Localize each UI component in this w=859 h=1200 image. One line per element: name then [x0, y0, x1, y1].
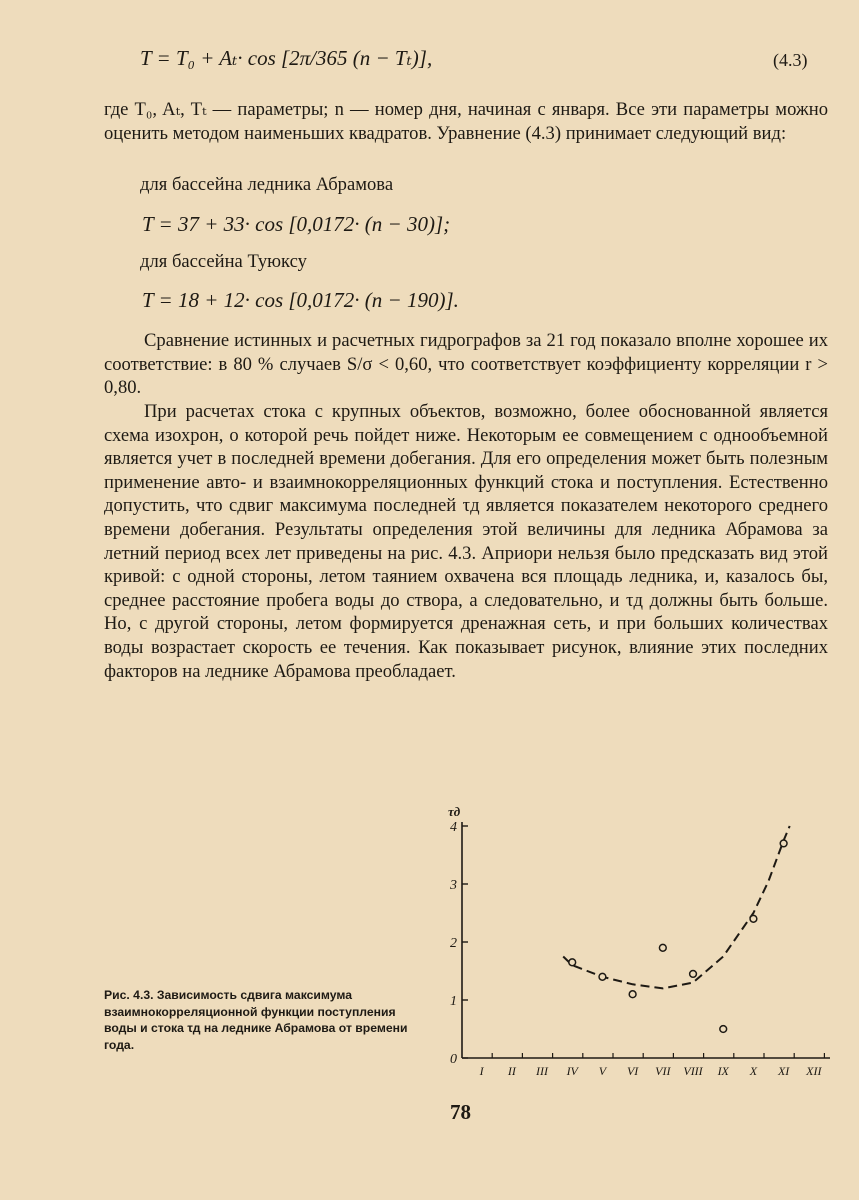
x-tick-label: V	[598, 1064, 607, 1078]
equation-tuyuksu: T = 18 + 12· cos [0,0172· (n − 190)].	[142, 288, 459, 312]
paragraph-isochrone	[104, 400, 828, 683]
data-point	[599, 973, 606, 980]
x-tick-label: III	[536, 1064, 549, 1078]
fitted-curve-dashed	[563, 826, 790, 988]
x-tick-label: IV	[566, 1064, 578, 1078]
paragraph-comparison	[104, 329, 828, 400]
y-tick-label: 1	[450, 994, 457, 1009]
label-abramov-basin: для бассейна ледника Абрамова	[140, 174, 394, 195]
data-point	[750, 915, 757, 922]
label-tuyuksu-basin: для бассейна Туюксу	[140, 251, 307, 272]
x-tick-label: I	[479, 1064, 484, 1078]
data-point	[629, 991, 636, 998]
x-tick-label: IX	[717, 1064, 729, 1078]
equation-4-3: T = T₀ + Aₜ· cos [2π/365 (n − Tₜ)],	[140, 46, 433, 70]
equation-abramov: T = 37 + 33· cos [0,0172· (n − 30)];	[142, 212, 451, 236]
x-tick-label: II	[507, 1064, 516, 1078]
paragraph-comparison-text: Сравнение истинных и расчетных гидрографов за 21 год показало вполне хорошее их соответствие: в 80 % случаев S/σ < 0,60, что соответствует коэффициенту корреляции r > 0,80.	[104, 330, 828, 399]
data-point	[690, 971, 697, 978]
paragraph-parameters: где T₀, Aₜ, Tₜ — параметры; n — номер дня, начиная с января. Все эти параметры можно оценить методом наименьших квадратов. Уравнение (4.3) принимает следующий вид:	[104, 99, 828, 144]
y-axis-label: τд	[448, 804, 461, 819]
x-tick-label: VI	[626, 1064, 639, 1078]
y-tick-label: 0	[450, 1052, 457, 1067]
x-tick-label: XII	[806, 1064, 822, 1078]
x-tick-label: X	[749, 1064, 758, 1078]
y-tick-label: 3	[450, 878, 457, 893]
data-point	[780, 840, 787, 847]
figure-4-3-chart	[430, 800, 830, 1080]
equation-number: (4.3)	[773, 50, 808, 70]
y-tick-label: 4	[450, 820, 457, 835]
x-tick-label: VIII	[683, 1064, 703, 1078]
y-tick-label: 2	[450, 936, 457, 951]
page-number: 78	[450, 1100, 471, 1124]
paragraph-isochrone-text: При расчетах стока с крупных объектов, возможно, более обоснованной является схема изохрон, о которой речь пойдет ниже. Некоторым ее совмещением с однообъемной является учет в последней времени добегания. Для его определения может быть полезным применение авто- и взаимнокорреляционных функций стока и поступления. Естественно допустить, что сдвиг максимума последней τд является показателем некоторого среднего времени добегания. Результаты определения этой величины для ледника Абрамова за летний период всех лет приведены на рис. 4.3. Априори нельзя было предсказать вид этой кривой: с одной стороны, летом таянием охвачена вся площадь ледника, и, казалось бы, среднее расстояние пробега воды до створа, а следовательно, и τд должны быть больше. Но, с другой стороны, летом формируется дренажная сеть, и при больших количествах воды возрастает скорость ее течения. Как показывает рисунок, влияние этих последних факторов на леднике Абрамова преобладает.	[104, 401, 828, 682]
x-tick-label: VII	[655, 1064, 671, 1078]
data-point	[720, 1026, 727, 1033]
data-point	[569, 959, 576, 966]
data-point	[659, 944, 666, 951]
x-tick-label: XI	[777, 1064, 790, 1078]
figure-caption: Рис. 4.3. Зависимость сдвига максимума взаимнокорреляционной функции поступления воды и стока τд на леднике Абрамова от времени года.	[104, 988, 408, 1052]
